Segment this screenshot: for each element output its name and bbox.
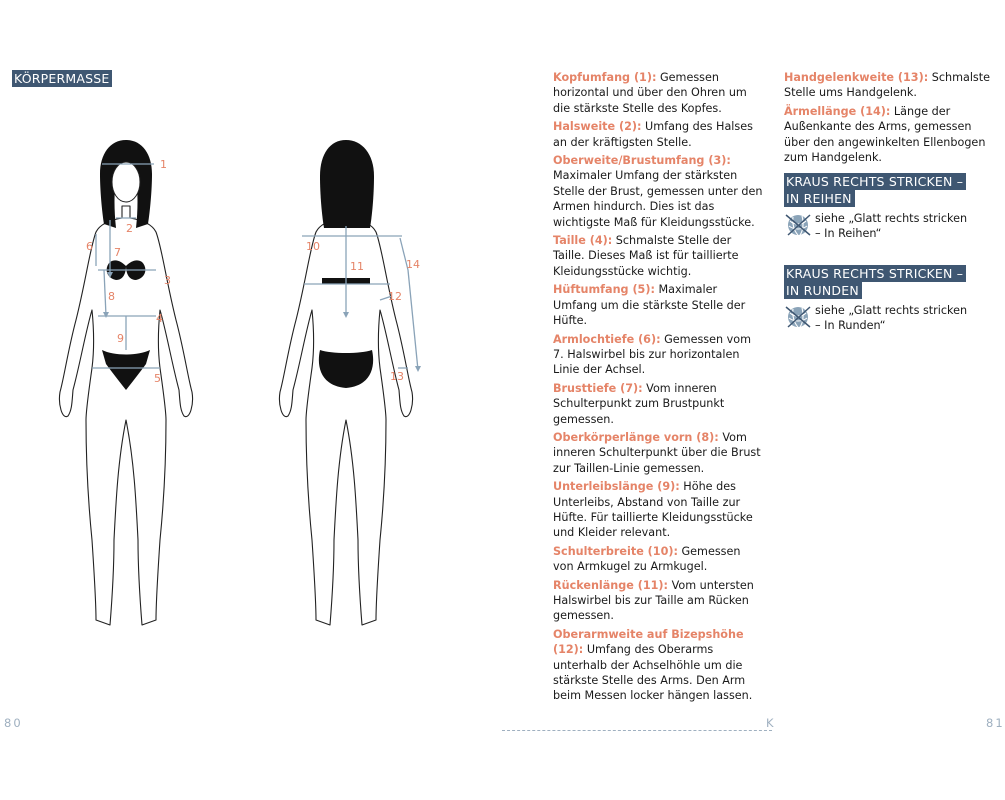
- measurement-text: Umfang des Oberarms unterhalb der Achselhöhle um die stärkste Stelle des Arms. Den Arm beim Messen locker hängen lassen.: [553, 643, 753, 703]
- measurement-term: Kopfumfang (1):: [553, 71, 657, 84]
- cross-reference-text: siehe „Glatt rechts stricken – In Runden“: [815, 304, 968, 333]
- measurements-column-2: [784, 70, 996, 168]
- measurement-term: Handgelenkweite (13):: [784, 71, 929, 84]
- measurement-term: Brusttiefe (7):: [553, 381, 643, 395]
- measurement-text: Höhe des Unterleibs, Abstand von Taille zur Hüfte. Für taillierte Kleidungsstücke und Kleider relevant.: [553, 480, 753, 540]
- cross-reference-text: siehe „Glatt rechts stricken – In Reihen“: [815, 212, 968, 241]
- measurement-text: Maximaler Umfang der stärksten Stelle der Brust, gemessen unter den Armen hindurch. Dies ist das wichtigste Maß für Kleidungsstücke.: [553, 169, 763, 229]
- measurement-term: Armlochtiefe (6):: [553, 332, 661, 346]
- measurement-text: Gemessen vom 7. Halswirbel bis zur horizontalen Linie der Achsel.: [553, 332, 752, 377]
- measurement-term: Schulterbreite (10):: [553, 544, 678, 558]
- figure-label: 4: [156, 312, 163, 325]
- measurement-text: Umfang des Halses an der kräftigsten Stelle.: [553, 120, 753, 149]
- section-heading-runden-line1: KRAUS RECHTS STRICKEN –: [784, 265, 966, 282]
- measurement-term: Oberkörperlänge vorn (8):: [553, 430, 719, 444]
- yarn-ball-icon: [784, 303, 812, 329]
- figure-label: 9: [117, 332, 124, 345]
- measurement-text: Vom inneren Schulterpunkt über die Brust zur Taillen-Linie gemessen.: [553, 430, 761, 475]
- section-heading-reihen-line1: KRAUS RECHTS STRICKEN –: [784, 173, 966, 190]
- measurement-text: Schmalste Stelle der Taille. Dieses Maß ist für taillierte Kleidungsstücke wichtig.: [553, 234, 739, 278]
- measurement-entry: [553, 578, 763, 624]
- cross-reference-runden: [784, 303, 984, 334]
- measurement-entry: [553, 119, 763, 150]
- front-body-figure: [59, 206, 192, 625]
- figure-label: 11: [350, 260, 364, 273]
- section-heading-runden-line2: IN RUNDEN: [784, 282, 862, 299]
- measurement-text: Vom inneren Schulterpunkt zum Brustpunkt gemessen.: [553, 381, 725, 426]
- cross-reference-reihen: [784, 211, 984, 242]
- figure-label: 1: [160, 158, 167, 171]
- figure-label: 12: [388, 290, 402, 303]
- figure-label: 7: [114, 246, 121, 259]
- measurement-entry: [553, 70, 763, 116]
- measurement-entry: [553, 282, 763, 328]
- measurement-text: Schmalste Stelle ums Handgelenk.: [784, 71, 991, 100]
- measurement-text: Länge der Außenkante des Arms, gemessen über den angewinkelten Ellenbogen zum Handgelenk.: [784, 104, 986, 165]
- section-heading-reihen-line2: IN REIHEN: [784, 190, 855, 207]
- back-hair: [320, 140, 374, 228]
- body-measurement-figures: [40, 120, 440, 640]
- figure-label: 5: [154, 372, 161, 385]
- measurement-term: Hüftumfang (5):: [553, 283, 655, 297]
- measurement-entry: [553, 233, 763, 279]
- measurement-entry: [553, 153, 763, 230]
- figure-label: 13: [390, 370, 404, 383]
- measurement-term: Halsweite (2):: [553, 120, 642, 134]
- measurement-entry: [784, 70, 996, 101]
- measurement-term: Oberweite/Brustumfang (3):: [553, 154, 731, 168]
- page-number-left: 80: [4, 716, 23, 730]
- measurement-entry: [553, 627, 763, 704]
- measurement-text: Vom untersten Halswirbel bis zur Taille am Rücken gemessen.: [553, 578, 754, 623]
- measurement-term: Taille (4):: [553, 234, 613, 248]
- figure-label: 2: [126, 222, 133, 235]
- measurement-term: Unterleibslänge (9):: [553, 480, 680, 494]
- footer-dashed-rule: [502, 730, 772, 731]
- figure-label: 3: [164, 274, 171, 287]
- measurement-entry: [553, 544, 763, 575]
- figure-label: 14: [406, 258, 420, 271]
- measurement-term: Oberarmweite auf Bizepshöhe (12):: [553, 627, 744, 657]
- measurement-term: Ärmellänge (14):: [784, 104, 891, 118]
- measurement-entry: [553, 479, 763, 541]
- section-heading-koerpermasse: KÖRPERMASSE: [12, 70, 112, 87]
- measurement-entry: [553, 381, 763, 427]
- figure-label: 6: [86, 240, 93, 253]
- footer-letter: K: [766, 716, 774, 730]
- measurement-term: Rückenlänge (11):: [553, 578, 669, 592]
- yarn-ball-icon: [784, 211, 812, 237]
- measurement-entry: [784, 104, 996, 166]
- figure-label: 10: [306, 240, 320, 253]
- measurements-column-1: [553, 70, 763, 707]
- measurement-text: Maximaler Umfang um die stärkste Stelle der Hüfte.: [553, 283, 746, 328]
- front-face: [112, 162, 140, 202]
- measurement-entry: [553, 430, 763, 476]
- measurement-text: Gemessen von Armkugel zu Armkugel.: [553, 544, 741, 574]
- figure-label: 8: [108, 290, 115, 303]
- page-number-right: 81: [986, 716, 1005, 730]
- measurement-text: Gemessen horizontal und über den Ohren um die stärkste Stelle des Kopfes.: [553, 71, 747, 115]
- measurement-entry: [553, 332, 763, 378]
